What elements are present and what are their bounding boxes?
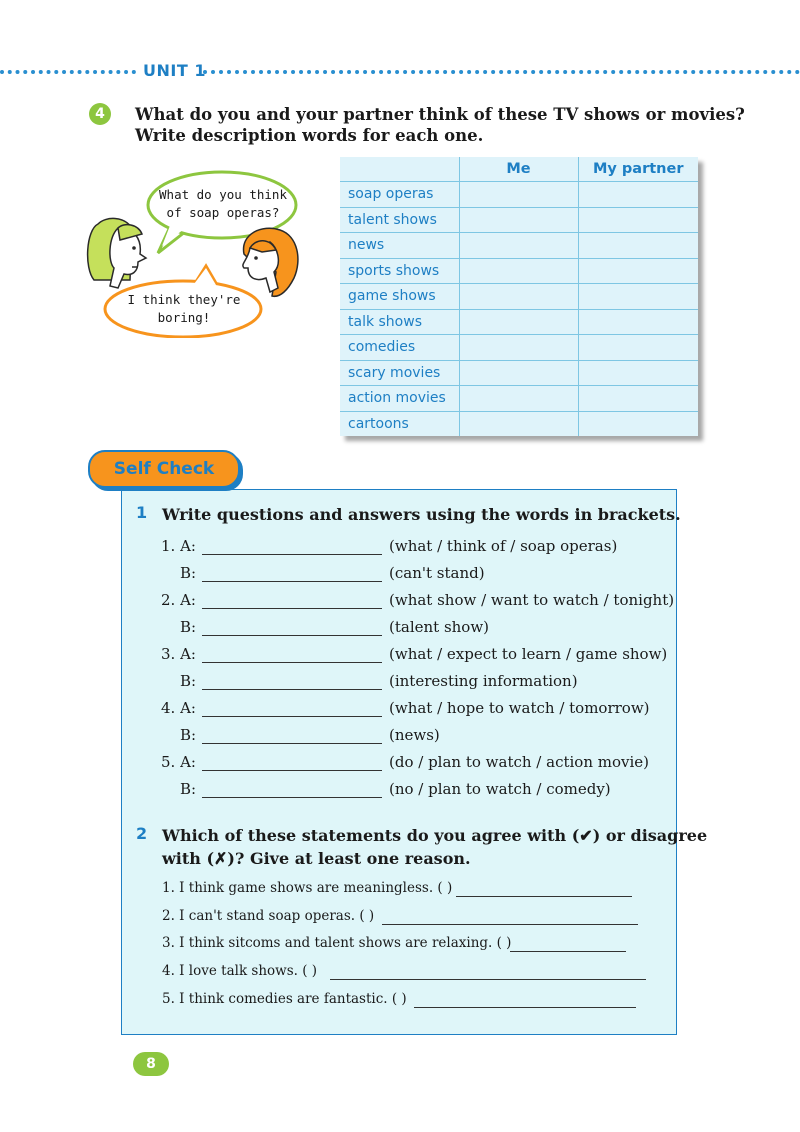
partner-cell[interactable] bbox=[578, 207, 698, 233]
q1-item bbox=[161, 699, 196, 717]
statement-text: 4. I love talk shows. ( ) bbox=[162, 963, 318, 979]
q1-number: 1 bbox=[136, 503, 148, 522]
item-hint: (no / plan to watch / comedy) bbox=[389, 780, 611, 798]
item-hint: (what / hope to watch / tomorrow) bbox=[389, 699, 650, 717]
item-label: B: bbox=[180, 618, 197, 636]
item-hint: (what / think of / soap operas) bbox=[389, 537, 618, 555]
q1-instruction: Write questions and answers using the words in brackets. bbox=[162, 505, 681, 524]
statement-text: 2. I can't stand soap operas. ( ) bbox=[162, 908, 375, 924]
q2-number: 2 bbox=[136, 824, 148, 843]
me-cell[interactable] bbox=[459, 182, 578, 208]
answer-blank[interactable] bbox=[202, 698, 382, 717]
show-name: news bbox=[340, 233, 459, 259]
me-cell[interactable] bbox=[459, 233, 578, 259]
show-name: action movies bbox=[340, 386, 459, 412]
statement-text: 5. I think comedies are fantastic. ( ) bbox=[162, 991, 407, 1007]
show-name: talk shows bbox=[340, 309, 459, 335]
item-hint: (interesting information) bbox=[389, 672, 578, 690]
bubble1-line1: What do you think bbox=[159, 187, 287, 202]
item-hint: (news) bbox=[389, 726, 440, 744]
table-header-partner: My partner bbox=[578, 157, 698, 182]
partner-cell[interactable] bbox=[578, 284, 698, 310]
page-number: 8 bbox=[133, 1052, 169, 1076]
item-hint: (talent show) bbox=[389, 618, 490, 636]
show-name: comedies bbox=[340, 335, 459, 361]
reason-blank[interactable] bbox=[382, 908, 638, 925]
q1-item bbox=[161, 537, 196, 555]
answer-blank[interactable] bbox=[202, 617, 382, 636]
item-label: 5. A: bbox=[161, 753, 196, 771]
me-cell[interactable] bbox=[459, 258, 578, 284]
bubble2-text bbox=[110, 291, 258, 327]
q1-item bbox=[180, 726, 196, 744]
table-row bbox=[340, 360, 698, 386]
reason-blank[interactable] bbox=[456, 880, 632, 897]
show-name: game shows bbox=[340, 284, 459, 310]
answer-blank[interactable] bbox=[202, 752, 382, 771]
me-cell[interactable] bbox=[459, 386, 578, 412]
bubble1-line2: of soap operas? bbox=[166, 205, 280, 220]
item-label: 2. A: bbox=[161, 591, 196, 609]
bubble2-line1: I think they're bbox=[127, 292, 241, 307]
table-row bbox=[340, 233, 698, 259]
answer-blank[interactable] bbox=[202, 644, 382, 663]
item-label: 4. A: bbox=[161, 699, 196, 717]
item-label: B: bbox=[180, 564, 197, 582]
header-dotted-rule-left bbox=[0, 70, 136, 74]
boy-icon bbox=[243, 228, 298, 296]
statement-text: 3. I think sitcoms and talent shows are relaxing. ( ) bbox=[162, 935, 512, 951]
q1-item bbox=[180, 564, 196, 582]
q1-item bbox=[161, 591, 196, 609]
q2-instruction-line2: with (✗)? Give at least one reason. bbox=[162, 849, 471, 868]
show-name: sports shows bbox=[340, 258, 459, 284]
answer-blank[interactable] bbox=[202, 590, 382, 609]
unit-label: UNIT 1 bbox=[143, 61, 206, 80]
item-label: B: bbox=[180, 726, 197, 744]
table-row bbox=[340, 284, 698, 310]
table-header-blank bbox=[340, 157, 459, 182]
table-row bbox=[340, 258, 698, 284]
me-cell[interactable] bbox=[459, 335, 578, 361]
table-header-me: Me bbox=[459, 157, 578, 182]
statement-text: 1. I think game shows are meaningless. ( ) bbox=[162, 880, 453, 896]
answer-blank[interactable] bbox=[202, 671, 382, 690]
partner-cell[interactable] bbox=[578, 411, 698, 436]
self-check-title: Self Check bbox=[88, 450, 240, 488]
reason-blank[interactable] bbox=[510, 935, 626, 952]
item-label: B: bbox=[180, 672, 197, 690]
me-cell[interactable] bbox=[459, 207, 578, 233]
answer-blank[interactable] bbox=[202, 779, 382, 798]
q2-instruction-line1: Which of these statements do you agree with (✔) or disagree bbox=[162, 826, 708, 845]
partner-cell[interactable] bbox=[578, 386, 698, 412]
partner-cell[interactable] bbox=[578, 335, 698, 361]
bubble1-text bbox=[148, 186, 298, 222]
activity-instruction-line1: What do you and your partner think of these TV shows or movies? bbox=[135, 105, 745, 124]
q1-item bbox=[161, 645, 196, 663]
q1-item bbox=[161, 753, 196, 771]
me-cell[interactable] bbox=[459, 284, 578, 310]
tv-shows-table bbox=[340, 157, 698, 436]
reason-blank[interactable] bbox=[414, 991, 636, 1008]
partner-cell[interactable] bbox=[578, 360, 698, 386]
partner-cell[interactable] bbox=[578, 309, 698, 335]
reason-blank[interactable] bbox=[330, 963, 646, 980]
table-row bbox=[340, 182, 698, 208]
q1-item bbox=[180, 618, 196, 636]
item-hint: (what show / want to watch / tonight) bbox=[389, 591, 675, 609]
answer-blank[interactable] bbox=[202, 563, 382, 582]
item-label: B: bbox=[180, 780, 197, 798]
item-hint: (what / expect to learn / game show) bbox=[389, 645, 668, 663]
table-row bbox=[340, 309, 698, 335]
table-row bbox=[340, 386, 698, 412]
table-row bbox=[340, 335, 698, 361]
show-name: scary movies bbox=[340, 360, 459, 386]
girl-icon bbox=[88, 218, 146, 288]
table-row bbox=[340, 207, 698, 233]
partner-cell[interactable] bbox=[578, 258, 698, 284]
q1-item bbox=[180, 672, 196, 690]
item-label: 1. A: bbox=[161, 537, 196, 555]
partner-cell[interactable] bbox=[578, 233, 698, 259]
answer-blank[interactable] bbox=[202, 725, 382, 744]
activity-number-badge: 4 bbox=[89, 103, 111, 125]
me-cell[interactable] bbox=[459, 309, 578, 335]
show-name: soap operas bbox=[340, 182, 459, 208]
item-hint: (do / plan to watch / action movie) bbox=[389, 753, 650, 771]
me-cell[interactable] bbox=[459, 360, 578, 386]
item-hint: (can't stand) bbox=[389, 564, 485, 582]
bubble2-line2: boring! bbox=[157, 310, 211, 325]
table-row bbox=[340, 411, 698, 436]
me-cell[interactable] bbox=[459, 411, 578, 436]
answer-blank[interactable] bbox=[202, 536, 382, 555]
table-header-row bbox=[340, 157, 698, 182]
activity-instruction-line2: Write description words for each one. bbox=[135, 126, 484, 145]
show-name: cartoons bbox=[340, 411, 459, 436]
item-label: 3. A: bbox=[161, 645, 196, 663]
show-name: talent shows bbox=[340, 207, 459, 233]
header-dotted-rule-right bbox=[203, 70, 800, 74]
partner-cell[interactable] bbox=[578, 182, 698, 208]
q1-item bbox=[180, 780, 196, 798]
